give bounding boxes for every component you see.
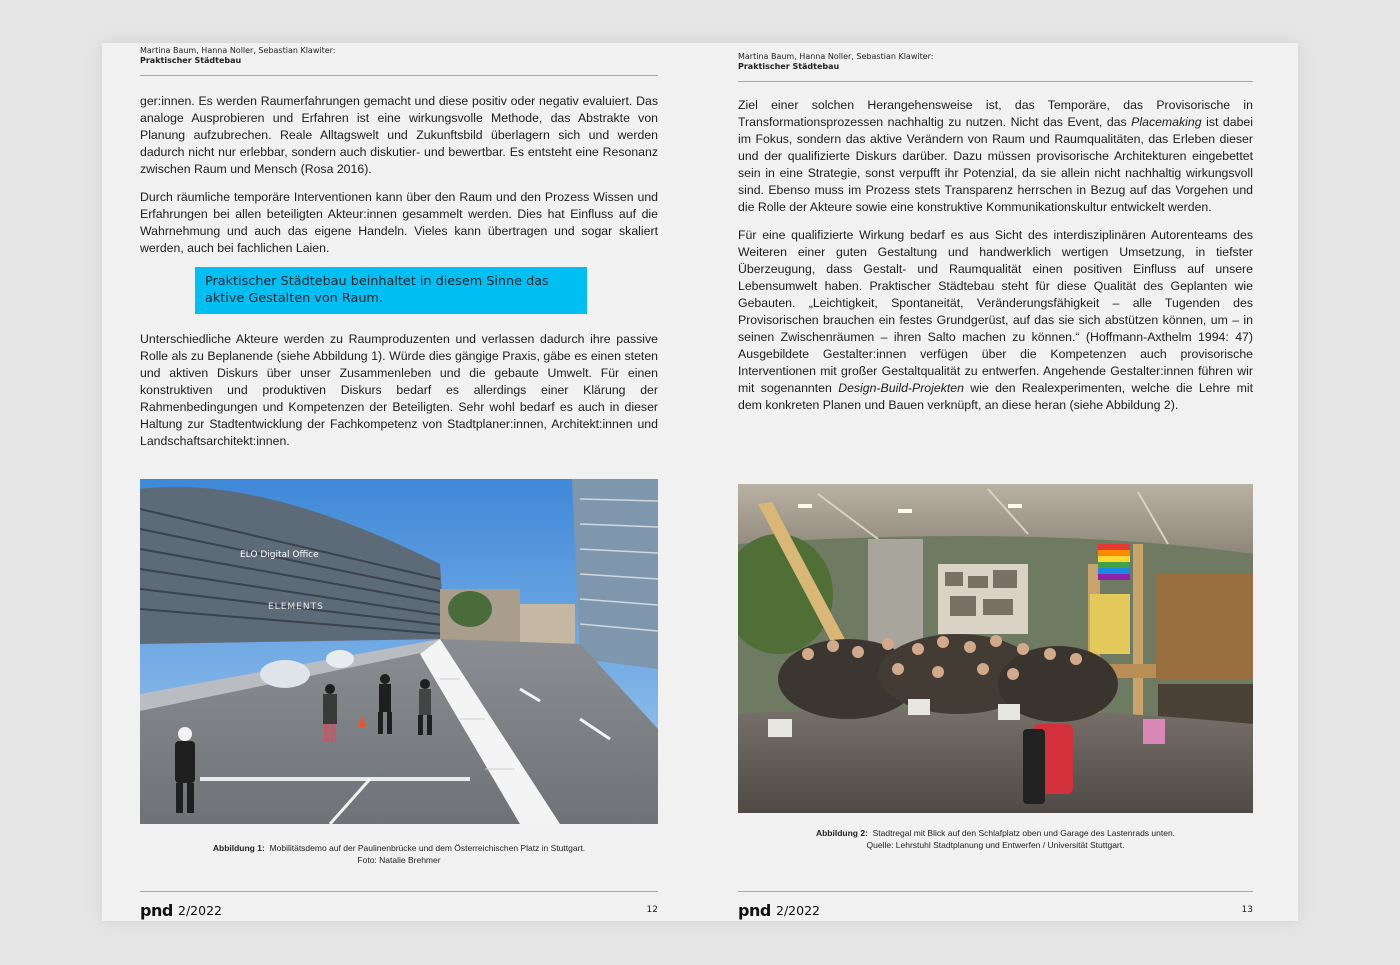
caption-text: Stadtregal mit Blick auf den Schlafplatz oben und Garage des Lastenrads unten. [872,828,1176,838]
left-body-upper [140,93,658,268]
page-number: 12 [646,905,658,915]
issue-number: 2/2022 [178,903,222,918]
pnd-logo: pnd [738,901,771,920]
issue-number: 2/2022 [776,903,820,918]
paragraph: Ziel einer solchen Herangehensweise ist, das Temporäre, das Provisorische in Transformationsprozessen nachhaltig zu nutzen. Nicht das Event, das Placemaking ist dabei im Fokus, sondern das aktive Verändern von Raum und Raumqualitäten, das Erleben dieser und der qualifizierte Diskurs darüber. Dazu müssen provisorische Architekturen eingebettet sein in eine Strategie, sonst verpufft ihr Potenzial, da sie allein nicht nachhaltig wirkungsvoll sind. Ebenso muss im Prozess stets Transparenz herrschen in Bezug auf das Vorgehen und die Rolle der Akteure sowie eine konstruktive Kommunikationskultur entwickelt werden. [738,98,1253,214]
caption-credit: Quelle: Lehrstuhl Stadtplanung und Entwerfen / Universität Stuttgart. [866,839,1125,850]
figure-1-street-photo [140,479,658,824]
paragraph: Für eine qualifizierte Wirkung bedarf es aus Sicht des interdisziplinären Autorenteams des Weiteren einer guten Gestaltung und handwerklich wertigen Umsetzung, in tiefster Überzeugung, dass Gestalt- und Raumqualität einen positiven Einfluss auf unsere Lebensumwelt haben. Praktischer Städtebau steht für diese Qualität des Geplanten wie Gebauten. „Leichtigkeit, Spontaneität, Veränderungsfähigkeit – alle Tugenden des Provisorischen brauchen ein festes Grundgerüst, auf das sie sich abstützen können, um – in seinen Zwischenräumen – ihren Salto machen zu können.“ (Hoffmann-Axthelm 1994: 47) Ausgebildete Gestalter:innen verfügen über die Kompetenzen auch provisorische Interventionen mit großer Gestaltqualität zu entwerfen. Angehende Gestalter:innen führen wir mit sogenannten Design-Build-Projekten wie den Realexperimenten, welche die Lehre mit dem konkreten Planen und Bauen verknüpft, an diese heran (siehe Abbildung 2). [738,228,1253,412]
paragraph: Unterschiedliche Akteure werden zu Raumproduzenten und verlassen dadurch ihre passive Rolle als zu Beplanende (siehe Abbildung 1). Würde dies gängige Praxis, gäbe es einen steten und aktiven Diskurs über unser Zusammenleben und die gebaute Umwelt. Für einen konstruktiven und produktiven Diskurs bedarf es allerdings einer Klärung der Rahmenbedingungen und Kompetenzen der Beteiligten. Sehr wohl bedarf es auch in dieser Haltung zur Stadtentwicklung der Fachkompetenz von Stadtplaner:innen, Architekt:innen und Landschaftsarchitekt:innen. [140,332,658,448]
figure-2-caption [738,828,1253,851]
sign-elo: ELO Digital Office [240,550,319,560]
footer-right [738,901,1253,921]
caption-credit: Foto: Natalie Brehmer [357,854,441,865]
caption-text: Mobilitätsdemo auf der Paulinenbrücke und dem Österreichischen Platz in Stuttgart. [269,843,586,853]
pnd-logo: pnd [140,901,173,920]
caption-label: Abbildung 2: [815,828,868,838]
right-body [738,97,1253,425]
running-head-left [140,46,658,66]
running-head-authors: Martina Baum, Hanna Noller, Sebastian Klawiter: [738,52,934,61]
figure-2-stadtregal-photo [738,484,1253,813]
footer-rule [738,891,1253,892]
figure-1-caption [140,843,658,866]
sign-elements: ELEMENTS [268,602,324,612]
running-head-right [738,52,1253,72]
page-number: 13 [1241,905,1253,915]
left-body-lower [140,331,658,461]
running-head-authors: Martina Baum, Hanna Noller, Sebastian Klawiter: [140,46,336,55]
header-rule [738,81,1253,82]
page-left [102,43,700,921]
paragraph: Durch räumliche temporäre Interventionen kann über den Raum und den Prozess Wissen und Erfahrungen bei allen beteiligten Akteur:innen gesammelt werden. Dies hat Einfluss auf die Wahrnehmung und auch das eigene Handeln. Vieles kann übertragen und sogar skaliert werden, auch bei fachlichen Laien. [140,190,658,255]
running-head-title: Praktischer Städtebau [738,62,840,71]
paragraph: ger:innen. Es werden Raumerfahrungen gemacht und diese positiv oder negativ evaluiert. Das analoge Ausprobieren und Erfahren ist eine wirkungsvolle Methode, das Abstrakte von Planung aufzubrechen. Reale Alltagswelt und Zukunftsbild überlagern sich und werden dadurch nicht nur erlebbar, sondern auch diskutier- und bewertbar. Es entsteht eine Resonanz zwischen Raum und Mensch (Rosa 2016). [140,94,658,176]
emphasis-placemaking: Placemaking [1131,115,1202,129]
caption-label: Abbildung 1: [212,843,265,853]
emphasis-design-build: Design-Build-Projekten [838,381,964,395]
running-head-title: Praktischer Städtebau [140,56,242,65]
page-right [700,43,1298,921]
footer-rule [140,891,658,892]
header-rule [140,75,658,76]
pull-quote-callout: Praktischer Städtebau beinhaltet in diesem Sinne das aktive Gestalten von Raum. [195,267,587,314]
footer-left [140,901,658,921]
magazine-spread [102,43,1298,921]
